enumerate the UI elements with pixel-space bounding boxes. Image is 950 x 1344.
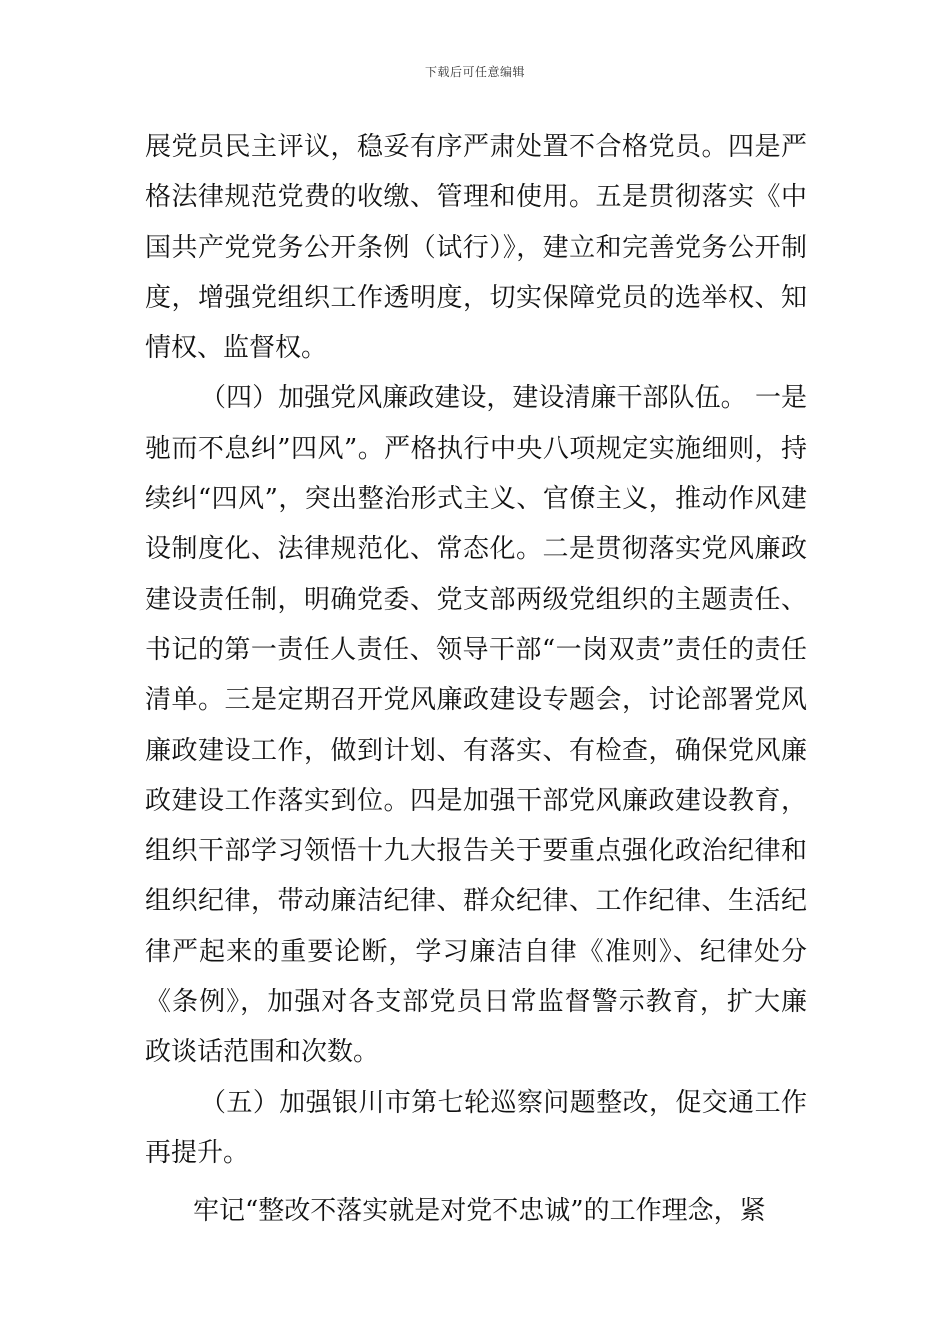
paragraph-1: 展党员民主评议，稳妥有序严肃处置不合格党员。四是严格法律规范党费的收缴、管理和使用。五是贯彻落实《中国共产党党务公开条例（试行）》，建立和完善党务公开制度，增强党组织工作透明度，切实保障党员的选举权、知情权、监督权。 [145, 132, 807, 364]
paragraph-2: （四）加强党风廉政建设，建设清廉干部队伍。 一是驰而不息纠”四风”。严格执行中央八项规定实施细则，持续纠“四风”，突出整治形式主义、官僚主义，推动作风建设制度化、法律规范化、常态化。二是贯彻落实党风廉政建设责任制，明确党委、党支部两级党组织的主题责任、书记的第一责任人责任、领导干部“一岗双责”责任的责任清单。三是定期召开党风廉政建设专题会，讨论部署党风廉政建设工作，做到计划、有落实、有检查，确保党风廉政建设工作落实到位。四是加强干部党风廉政建设教育，组织干部学习领悟十九大报告关于要重点强化政治纪律和组织纪律，带动廉洁纪律、群众纪律、工作纪律、生活纪律严起来的重要论断，学习廉洁自律《准则》、纪律处分《条例》，加强对各支部党员日常监督警示教育，扩大廉政谈话范围和次数。 [145, 383, 807, 1068]
paragraph-3: （五）加强银川市第七轮巡察问题整改，促交通工作再提升。 [145, 1087, 807, 1168]
paragraph-4: 牢记“整改不落实就是对党不忠诚”的工作理念，紧 [193, 1196, 766, 1227]
document-body [145, 122, 807, 1237]
page-header: 下载后可任意编辑 [424, 65, 525, 79]
